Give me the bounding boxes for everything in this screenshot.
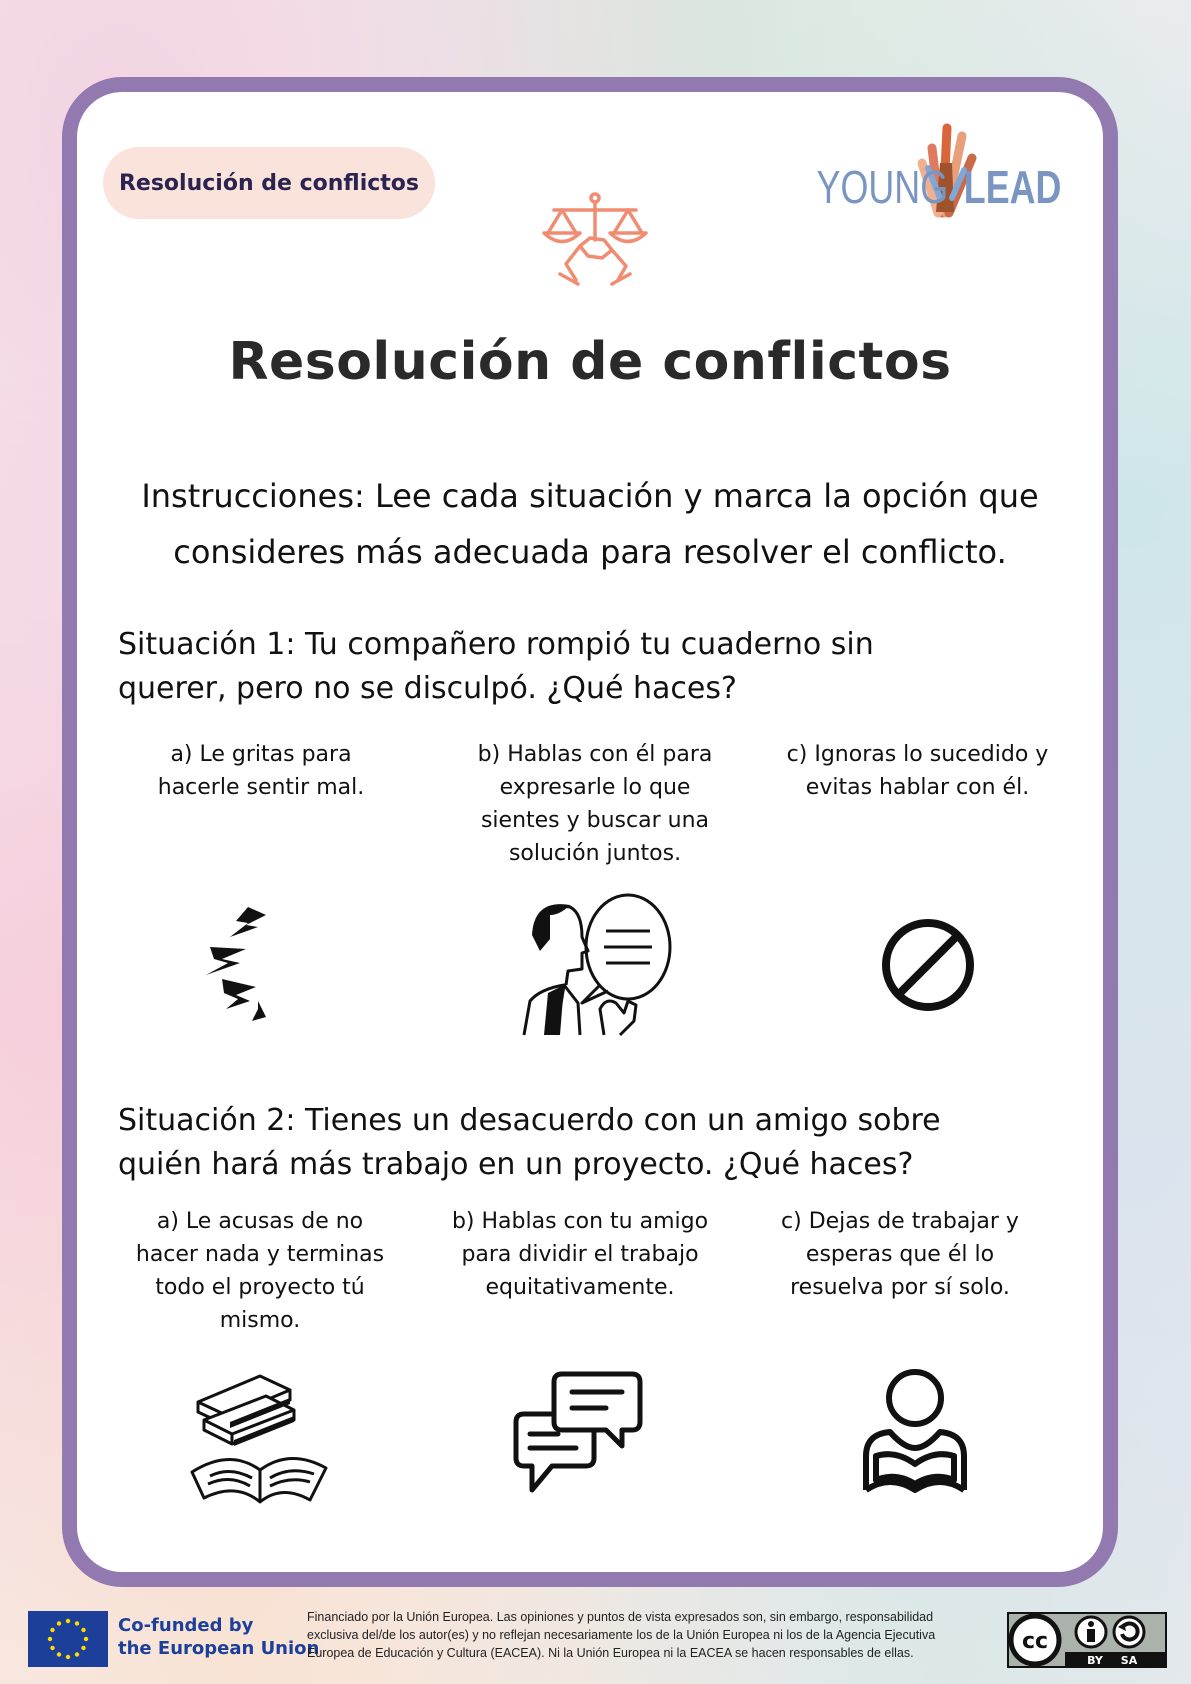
situation-2-line: quién hará más trabajo en un proyecto. ¿Qué haces?: [118, 1147, 914, 1182]
page-title: Resolución de conflictos: [228, 332, 952, 392]
logo-text-lead: LEAD: [963, 161, 1062, 213]
person-speaking-icon: [520, 893, 675, 1038]
option-line: solución juntos.: [508, 841, 682, 866]
topic-tag-label: Resolución de conflictos: [118, 170, 420, 196]
option-line: a) Le gritas para: [170, 742, 352, 767]
situation-2-text: [118, 1099, 1058, 1187]
option-line: todo el proyecto tú: [155, 1275, 365, 1300]
by-label: BY: [1087, 1654, 1103, 1667]
cofunded-line: Co-funded by: [118, 1615, 254, 1636]
chat-bubbles-icon: [512, 1370, 644, 1496]
instructions-line: consideres más adecuada para resolver el conflicto.: [173, 533, 1007, 571]
option-line: expresarle lo que: [499, 775, 691, 800]
situation-2-line: Situación 2: Tienes un desacuerdo con un amigo sobre: [118, 1103, 941, 1138]
situation-1-option-a[interactable]: [126, 738, 396, 804]
option-line: b) Hablas con tu amigo: [451, 1209, 709, 1234]
option-line: equitativamente.: [485, 1275, 675, 1300]
option-line: a) Le acusas de no: [156, 1209, 364, 1234]
lightning-icon: [200, 905, 275, 1023]
disclaimer-line: Europea de Educación y Cultura (EACEA). Ni la Unión Europea ni la EACEA se hacen responsables de ellas.: [307, 1646, 914, 1660]
funding-disclaimer: [307, 1608, 987, 1662]
option-line: sientes y buscar una: [480, 808, 710, 833]
cc-label: cc: [1021, 1629, 1049, 1654]
situation-2-option-b[interactable]: [430, 1205, 730, 1304]
disclaimer-line: exclusiva del/de los autor(es) y no reflejan necesariamente los de la Unión Europea ni los de la Agencia Ejecutiva: [307, 1628, 936, 1642]
option-line: evitas hablar con él.: [805, 775, 1030, 800]
handshake-scale-icon: [540, 188, 650, 298]
option-line: hacer nada y terminas: [135, 1242, 385, 1267]
cofunded-label: [118, 1614, 319, 1660]
eu-flag-icon: [28, 1611, 108, 1667]
logo-text-young: YOUNG: [816, 161, 949, 213]
cofunded-line: the European Union: [118, 1638, 320, 1659]
situation-2-option-c[interactable]: [755, 1205, 1045, 1304]
person-reading-icon: [860, 1368, 970, 1494]
instructions: [120, 468, 1060, 580]
option-line: c) Ignoras lo sucedido y: [786, 742, 1049, 767]
situation-1-line: Situación 1: Tu compañero rompió tu cuaderno sin: [118, 627, 874, 662]
prohibited-icon: [880, 917, 976, 1013]
option-line: para dividir el trabajo: [461, 1242, 699, 1267]
situation-2-option-a[interactable]: [115, 1205, 405, 1337]
situation-1-text: [118, 623, 1058, 711]
situation-1-option-b[interactable]: [455, 738, 735, 870]
topic-tag: [103, 147, 435, 219]
disclaimer-line: Financiado por la Unión Europea. Las opiniones y puntos de vista expresados son, sin embargo, responsabilidad: [307, 1610, 934, 1624]
situation-1-line: querer, pero no se disculpó. ¿Qué haces?: [118, 671, 737, 706]
young-lead-logo: [812, 108, 1072, 220]
option-line: resuelva por sí solo.: [790, 1275, 1010, 1300]
sa-label: SA: [1120, 1654, 1138, 1667]
option-line: b) Hablas con él para: [477, 742, 713, 767]
books-icon: [190, 1372, 328, 1504]
instructions-line: Instrucciones: Lee cada situación y marca la opción que: [141, 477, 1039, 515]
situation-1-option-c[interactable]: [765, 738, 1070, 804]
option-line: c) Dejas de trabajar y: [781, 1209, 1019, 1234]
option-line: esperas que él lo: [805, 1242, 995, 1267]
cc-by-sa-license-icon: [1007, 1612, 1167, 1668]
option-line: hacerle sentir mal.: [157, 775, 365, 800]
option-line: mismo.: [219, 1308, 301, 1333]
